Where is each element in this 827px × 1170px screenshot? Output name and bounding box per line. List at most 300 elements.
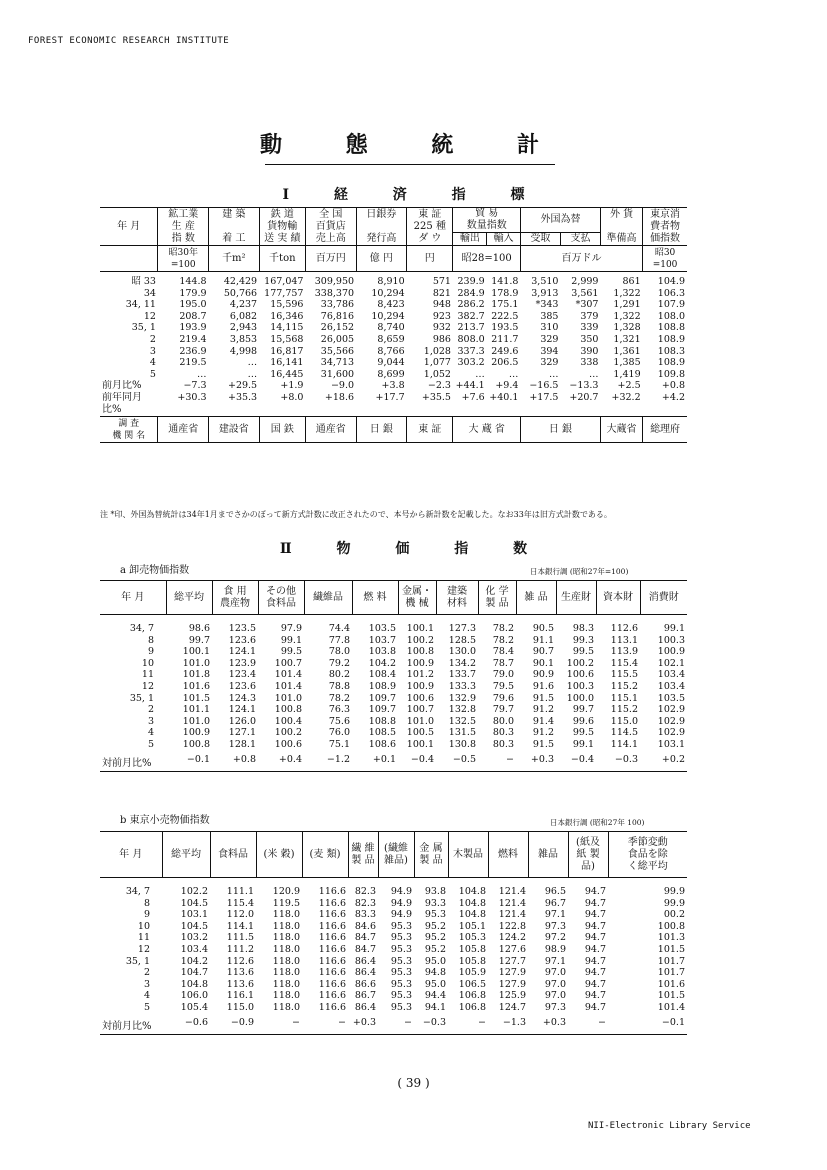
cell-value: 211.7: [491, 333, 519, 345]
cell-value: 193.9: [179, 322, 207, 334]
table-row: [100, 1002, 687, 1014]
cell-value: 390: [580, 345, 599, 357]
cell-value: 97.2: [544, 932, 566, 944]
cell-value: +7.6: [461, 392, 485, 404]
cell-value: 118.0: [272, 978, 300, 990]
cell-value: 132.8: [448, 704, 476, 716]
cell-value: 178.9: [491, 287, 519, 299]
row-label: 34, 11: [125, 299, 156, 311]
cell-value: 111.5: [226, 932, 254, 944]
row-label: 2: [147, 704, 154, 716]
table-row: [100, 704, 687, 716]
cell-value: 91.2: [532, 727, 554, 739]
cell-value: 8,699: [377, 368, 405, 380]
table-row: [100, 311, 687, 323]
agency: 総理府: [643, 417, 687, 443]
table-row: [100, 921, 687, 933]
cell-value: 106.8: [458, 990, 486, 1002]
table-row: [100, 615, 687, 635]
cell-value: 124.2: [498, 932, 526, 944]
cell-value: 102.9: [657, 715, 685, 727]
cell-value: 79.2: [328, 657, 350, 669]
cell-value: 100.6: [274, 738, 302, 750]
cell-value: 94.4: [424, 990, 446, 1002]
units-blank: [100, 246, 158, 272]
cell-value: 99.1: [280, 634, 302, 646]
table-row: [100, 322, 687, 334]
cell-value: 97.9: [280, 623, 302, 634]
cell-value: 111.1: [226, 886, 254, 897]
cell-value: 100.2: [566, 657, 594, 669]
agency-row: [100, 417, 687, 443]
cell-value: 101.4: [274, 680, 302, 692]
cell-value: 91.4: [532, 715, 554, 727]
cell-value: 115.4: [610, 657, 638, 669]
cell-value: 80.2: [328, 669, 350, 681]
cell-value: 101.5: [657, 990, 685, 1002]
table-row: [100, 956, 687, 968]
cell-value: 116.6: [318, 897, 346, 909]
cell-value: 195.0: [179, 299, 207, 311]
cell-value: 82.3: [354, 897, 376, 909]
cell-value: +1.9: [280, 380, 304, 392]
cell-value: 94.7: [584, 920, 606, 932]
cell-value: 116.6: [318, 967, 346, 979]
cell-value: −: [478, 1016, 486, 1028]
cell-value: −9.0: [330, 380, 355, 392]
col-header: 東京消 費者物 価指数: [643, 208, 687, 246]
cell-value: 100.9: [182, 727, 210, 739]
cell-value: 94.7: [584, 886, 606, 897]
cell-value: 76,816: [320, 310, 355, 322]
cell-value: 100.2: [406, 634, 434, 646]
cell-value: 239.9: [457, 276, 485, 287]
col-header: 鉱工業 生 産 指 数: [158, 208, 209, 246]
agency: 国 鉄: [259, 417, 305, 443]
cell-value: 107.9: [657, 299, 685, 311]
cell-value: 100.0: [566, 692, 594, 704]
cell-value: 108.4: [368, 669, 396, 681]
cell-value: +4.2: [661, 392, 685, 404]
table-a-ratio-row: [100, 751, 687, 772]
col-header: 木製品: [448, 832, 488, 878]
units-row: [100, 246, 687, 272]
row-label: 34: [143, 287, 156, 299]
cell-value: 120.9: [272, 886, 300, 897]
table-row: [100, 272, 687, 288]
cell-value: 42,429: [223, 276, 258, 287]
title-underline: [265, 164, 555, 165]
cell-value: 103.8: [368, 646, 396, 658]
cell-value: 111.2: [226, 943, 254, 955]
cell-value: 132.9: [448, 692, 476, 704]
cell-value: 8,766: [377, 345, 405, 357]
cell-value: 00.2: [663, 909, 685, 921]
col-header: 日銀券 発行高: [356, 208, 407, 246]
col-header: (麦 類): [302, 832, 348, 878]
cell-value: 101.8: [182, 669, 210, 681]
cell-value: +3.8: [381, 380, 405, 392]
cell-value: 95.2: [424, 920, 446, 932]
cell-value: 104.8: [458, 886, 486, 897]
cell-value: 100.1: [406, 623, 434, 634]
row-label: 10: [137, 920, 150, 932]
cell-value: 2,999: [571, 276, 599, 287]
cell-value: 119.5: [272, 897, 300, 909]
cell-value: 100.3: [657, 634, 685, 646]
cell-value: 114.1: [226, 920, 254, 932]
cell-value: 84.7: [354, 943, 376, 955]
cell-value: 113.1: [610, 634, 638, 646]
cell-value: 284.9: [457, 287, 485, 299]
cell-value: 97.0: [544, 967, 566, 979]
cell-value: 219.4: [179, 333, 207, 345]
col-header: 年 月: [121, 591, 145, 603]
cell-value: 86.4: [354, 967, 376, 979]
cell-value: 177,757: [264, 287, 304, 299]
cell-value: 96.7: [544, 897, 566, 909]
cell-value: 104.8: [458, 897, 486, 909]
cell-value: 78.2: [492, 634, 514, 646]
cell-value: 101.6: [657, 978, 685, 990]
cell-value: −16.5: [529, 380, 559, 392]
cell-value: 78.8: [328, 680, 350, 692]
cell-value: 144.8: [179, 276, 207, 287]
row-label: 5: [143, 1001, 150, 1013]
cell-value: 127.6: [498, 943, 526, 955]
cell-value: 118.0: [272, 932, 300, 944]
cell-value: 8,910: [377, 276, 405, 287]
cell-value: +8.0: [280, 392, 304, 404]
cell-value: 105.4: [180, 1001, 208, 1013]
cell-value: 123.4: [228, 669, 256, 681]
cell-value: +32.2: [611, 392, 641, 404]
table-row: [100, 693, 687, 705]
cell-value: 104.7: [180, 967, 208, 979]
cell-value: 78.0: [328, 646, 350, 658]
cell-value: 385: [540, 310, 559, 322]
table-row: [100, 635, 687, 647]
cell-value: 100.8: [406, 646, 434, 658]
cell-value: 102.9: [657, 727, 685, 739]
col-header: 支払: [560, 233, 600, 246]
cell-value: 141.8: [491, 276, 519, 287]
cell-value: 167,047: [264, 276, 304, 287]
agency-label: 調 査 機 関 名: [112, 418, 146, 441]
cell-value: 99.1: [572, 738, 594, 750]
cell-value: 97.0: [544, 990, 566, 1002]
cell-value: 103.1: [180, 909, 208, 921]
cell-value: 15,596: [270, 299, 304, 311]
unit-label: 百万ドル: [520, 246, 642, 272]
cell-value: 26,005: [320, 333, 355, 345]
row-label: 11: [137, 932, 150, 944]
cell-value: 100.8: [657, 920, 685, 932]
cell-value: 108.9: [657, 357, 685, 369]
corner-header: 年 月: [100, 208, 158, 246]
cell-value: 222.5: [491, 310, 519, 322]
cell-value: 94.9: [390, 897, 412, 909]
cell-value: +0.2: [661, 753, 685, 765]
cell-value: 95.0: [424, 955, 446, 967]
cell-value: 821: [432, 287, 451, 299]
cell-value: 101.3: [657, 932, 685, 944]
unit-label: 百万円: [305, 246, 356, 272]
wholesale-price-table: [100, 580, 687, 772]
footer-credit: NII-Electronic Library Service: [588, 1121, 751, 1131]
cell-value: 100.1: [406, 738, 434, 750]
cell-value: 95.0: [424, 978, 446, 990]
unit-label: 円: [407, 246, 453, 272]
table-b-header: [100, 832, 687, 878]
cell-value: 100.9: [406, 657, 434, 669]
row-label: 12: [143, 310, 156, 322]
cell-value: 104.8: [458, 909, 486, 921]
cell-value: +0.8: [661, 380, 685, 392]
cell-value: 16,346: [270, 310, 304, 322]
cell-value: 219.5: [179, 357, 207, 369]
cell-value: 108.9: [657, 333, 685, 345]
cell-value: −13.3: [569, 380, 599, 392]
col-header: 消費財: [640, 581, 687, 615]
cell-value: 95.3: [390, 1001, 412, 1013]
cell-value: 91.1: [532, 634, 554, 646]
table-row: [100, 288, 687, 300]
cell-value: 99.3: [572, 634, 594, 646]
table-row: [100, 669, 687, 681]
cell-value: 31,600: [320, 368, 355, 380]
cell-value: 3,561: [571, 287, 599, 299]
cell-value: …: [247, 357, 258, 369]
cell-value: 103.4: [180, 943, 208, 955]
cell-value: 98.6: [188, 623, 210, 634]
table-row: [100, 967, 687, 979]
cell-value: 118.0: [272, 955, 300, 967]
cell-value: 99.7: [572, 704, 594, 716]
cell-value: 100.7: [274, 657, 302, 669]
cell-value: 101.0: [182, 657, 210, 669]
row-label: 35, 1: [129, 692, 154, 704]
row-label: 9: [147, 646, 154, 658]
unit-label: 千ton: [259, 246, 305, 272]
row-label: 35, 1: [131, 322, 156, 334]
col-header: 資本財: [596, 581, 640, 615]
cell-value: 1,052: [423, 368, 451, 380]
cell-value: 1,321: [613, 333, 641, 345]
cell-value: 4,237: [229, 299, 258, 311]
cell-value: 115.2: [610, 680, 638, 692]
cell-value: −7.3: [183, 380, 207, 392]
section1-title: Ⅰ 経 済 指 標: [282, 187, 545, 203]
cell-value: 104.8: [180, 978, 208, 990]
cell-value: 128.1: [228, 738, 256, 750]
cell-value: 79.7: [492, 704, 514, 716]
cell-value: …: [508, 368, 519, 380]
cell-value: 115.0: [610, 715, 638, 727]
cell-value: 123.6: [228, 634, 256, 646]
row-label: 12: [137, 943, 150, 955]
col-header: 季節変動 食品を除 く総平均: [608, 832, 687, 878]
cell-value: 34,713: [320, 357, 355, 369]
cell-value: 94.7: [584, 897, 606, 909]
cell-value: 108.6: [368, 738, 396, 750]
cell-value: 100.8: [274, 704, 302, 716]
cell-value: 132.5: [448, 715, 476, 727]
cell-value: 103.5: [368, 623, 396, 634]
cell-value: 130.8: [448, 738, 476, 750]
cell-value: 116.6: [318, 955, 346, 967]
cell-value: 130.0: [448, 646, 476, 658]
cell-value: +0.1: [372, 753, 396, 765]
cell-value: 986: [432, 333, 451, 345]
row-label: 対前月比%: [102, 757, 152, 769]
cell-value: −: [598, 1016, 606, 1028]
page-title: 動 態 統 計: [260, 132, 567, 158]
cell-value: 84.6: [354, 920, 376, 932]
cell-value: 90.5: [532, 623, 554, 634]
cell-value: +0.3: [352, 1016, 376, 1028]
row-label: 2: [149, 333, 156, 345]
section2-title: Ⅱ 物 価 指 数: [279, 541, 548, 557]
cell-value: 86.7: [354, 990, 376, 1002]
cell-value: 923: [432, 310, 451, 322]
cell-value: 126.0: [228, 715, 256, 727]
cell-value: 100.9: [406, 680, 434, 692]
cell-value: 99.6: [572, 715, 594, 727]
row-label: 10: [141, 657, 154, 669]
row-label: 11: [141, 669, 154, 681]
cell-value: 103.4: [657, 669, 685, 681]
cell-value: 338: [580, 357, 599, 369]
cell-value: 102.9: [657, 704, 685, 716]
col-header: 食 用 農産物: [212, 581, 258, 615]
cell-value: 97.3: [544, 1001, 566, 1013]
row-label: 5: [147, 738, 154, 750]
cell-value: 80.3: [492, 738, 514, 750]
cell-value: +18.6: [324, 392, 355, 404]
cell-value: 303.2: [457, 357, 485, 369]
cell-value: 128.5: [448, 634, 476, 646]
cell-value: 80.0: [492, 715, 514, 727]
row-label: 前年同月比%: [102, 392, 142, 416]
cell-value: 115.0: [226, 1001, 254, 1013]
cell-value: 379: [580, 310, 599, 322]
cell-value: 16,817: [270, 345, 304, 357]
cell-value: 93.8: [424, 886, 446, 897]
cell-value: 116.6: [318, 886, 346, 897]
cell-value: 115.1: [610, 692, 638, 704]
cell-value: 84.7: [354, 932, 376, 944]
cell-value: 112.6: [226, 955, 254, 967]
cell-value: 109.7: [368, 704, 396, 716]
table-row: [100, 739, 687, 751]
table-row: [100, 716, 687, 728]
table-a-caption: a 卸売物価指数: [120, 565, 190, 576]
cell-value: 127.9: [498, 978, 526, 990]
cell-value: 127.7: [498, 955, 526, 967]
cell-value: 115.4: [226, 897, 254, 909]
cell-value: 101.2: [406, 669, 434, 681]
cell-value: 127.1: [228, 727, 256, 739]
row-label: 34, 7: [125, 886, 150, 897]
cell-value: 101.5: [657, 943, 685, 955]
col-header: 受取: [520, 233, 560, 246]
cell-value: 101.4: [657, 1001, 685, 1013]
cell-value: 78.2: [328, 692, 350, 704]
cell-value: −0.4: [570, 753, 594, 765]
cell-value: 1,419: [613, 368, 641, 380]
cell-value: 133.3: [448, 680, 476, 692]
cell-value: *307: [575, 299, 599, 311]
cell-value: 113.6: [226, 967, 254, 979]
col-header: 生産財: [556, 581, 596, 615]
row-label: 対前月比%: [102, 1020, 152, 1032]
cell-value: 108.5: [368, 727, 396, 739]
row-label: 12: [141, 680, 154, 692]
cell-value: 1,328: [613, 322, 641, 334]
table-b-ratio-row: [100, 1014, 687, 1035]
cell-value: …: [197, 368, 207, 380]
cell-value: 125.9: [498, 990, 526, 1002]
cell-value: 133.7: [448, 669, 476, 681]
cell-value: 94.7: [584, 1001, 606, 1013]
cell-value: 118.0: [272, 920, 300, 932]
col-header: 雑 品: [516, 581, 556, 615]
cell-value: 94.7: [584, 932, 606, 944]
row-label: 4: [147, 727, 154, 739]
cell-value: 16,445: [270, 368, 304, 380]
cell-value: 122.8: [498, 920, 526, 932]
cell-value: 79.6: [492, 692, 514, 704]
cell-value: −: [506, 753, 514, 765]
cell-value: 116.6: [318, 990, 346, 1002]
col-header: 鉄 道 貨物輸 送 実 績: [259, 208, 305, 246]
cell-value: 121.4: [498, 886, 526, 897]
cell-value: 286.2: [457, 299, 485, 311]
cell-value: 101.7: [657, 967, 685, 979]
cell-value: 98.3: [572, 623, 594, 634]
cell-value: 116.6: [318, 1001, 346, 1013]
table-row: [100, 909, 687, 921]
cell-value: 113.6: [226, 978, 254, 990]
cell-value: +30.3: [177, 392, 207, 404]
col-header: 年 月: [119, 848, 143, 860]
agency: 日 銀: [356, 417, 407, 443]
cell-value: 105.3: [458, 932, 486, 944]
cell-value: 90.9: [532, 669, 554, 681]
cell-value: +40.1: [489, 392, 519, 404]
group-header-fx: 外国為替: [520, 208, 600, 233]
cell-value: 116.1: [226, 990, 254, 1002]
cell-value: 382.7: [457, 310, 485, 322]
cell-value: 91.5: [532, 692, 554, 704]
header-row-1: [100, 208, 687, 233]
agency: 日 銀: [520, 417, 600, 443]
cell-value: 104.5: [180, 897, 208, 909]
table-row: [100, 357, 687, 369]
agency: 大 蔵 省: [453, 417, 520, 443]
cell-value: +0.8: [232, 753, 256, 765]
economic-indicators-table: [100, 207, 687, 443]
cell-value: 102.2: [180, 886, 208, 897]
cell-value: 8,740: [377, 322, 405, 334]
cell-value: 213.7: [457, 322, 485, 334]
cell-value: 105.8: [458, 955, 486, 967]
cell-value: 94.7: [584, 909, 606, 921]
cell-value: 95.3: [390, 943, 412, 955]
cell-value: 103.7: [368, 634, 396, 646]
cell-value: 2,943: [229, 322, 258, 334]
